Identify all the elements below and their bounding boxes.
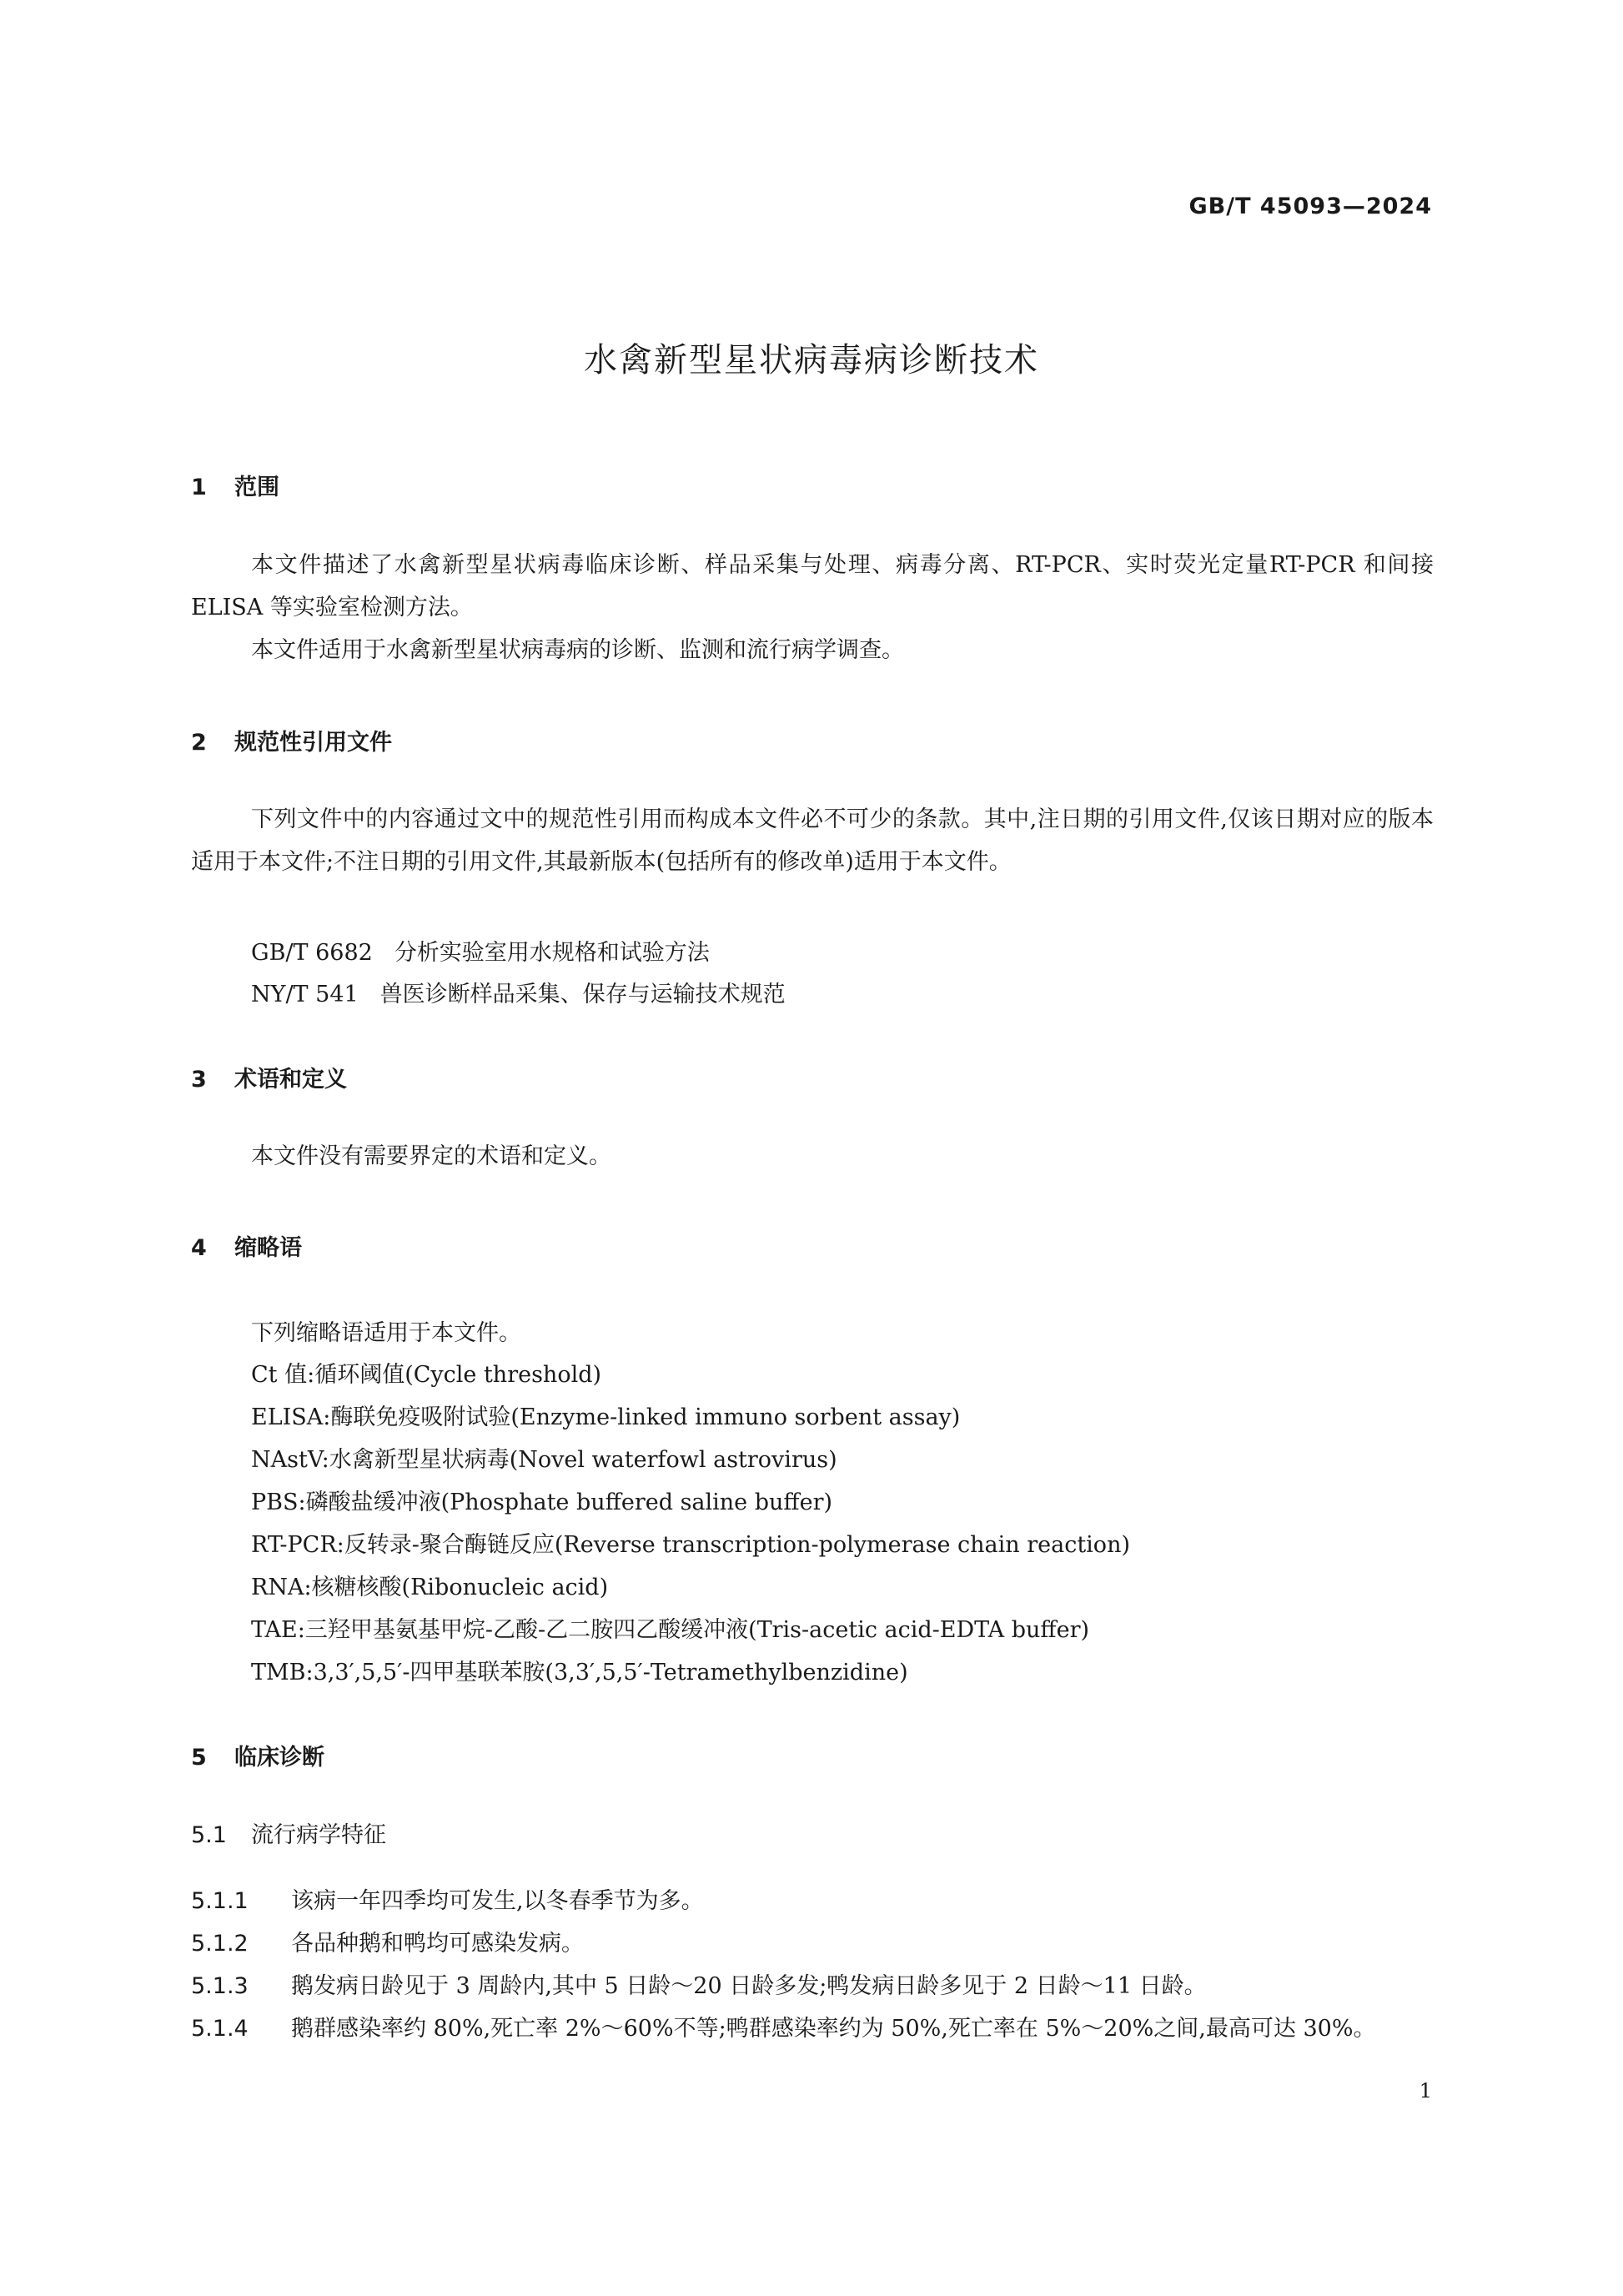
abbreviation-item: RNA:核糖核酸(Ribonucleic acid) — [251, 1575, 609, 1600]
reference-item — [251, 934, 710, 967]
section-number: 2 — [191, 730, 207, 756]
section-number: 3 — [191, 1067, 207, 1093]
paragraph-terms: 本文件没有需要界定的术语和定义。 — [251, 1143, 611, 1169]
subsection-number: 5.1 — [191, 1822, 227, 1848]
section-title: 术语和定义 — [234, 1067, 347, 1093]
clause-5-1-1 — [191, 1880, 1434, 1922]
clause-number: 5.1.1 — [191, 1888, 249, 1914]
section-heading-3 — [191, 1061, 347, 1093]
clause-number: 5.1.2 — [191, 1931, 249, 1957]
section-title: 范围 — [234, 475, 279, 500]
abbreviation-item: ELISA:酶联免疫吸附试验(Enzyme-linked immuno sorbent assay) — [251, 1404, 961, 1430]
clause-text: 各品种鹅和鸭均可感染发病。 — [291, 1931, 584, 1957]
clause-text: 该病一年四季均可发生,以冬春季节为多。 — [291, 1888, 704, 1914]
section-number: 5 — [191, 1745, 207, 1771]
clause-5-1-4 — [191, 2007, 1434, 2050]
section-title: 缩略语 — [234, 1235, 302, 1261]
section-title: 规范性引用文件 — [234, 730, 392, 756]
page-number: 1 — [1419, 2079, 1432, 2103]
section-heading-2 — [191, 724, 392, 756]
section-number: 4 — [191, 1235, 207, 1261]
abbreviation-item: RT-PCR:反转录-聚合酶链反应(Reverse transcription-polymerase chain reaction) — [251, 1532, 1130, 1558]
abbreviation-item: TMB:3,3′,5,5′-四甲基联苯胺(3,3′,5,5′-Tetramethylbenzidine) — [251, 1660, 908, 1686]
reference-item — [251, 976, 786, 1008]
clause-number: 5.1.3 — [191, 1973, 249, 1999]
paragraph-scope-1: 本文件描述了水禽新型星状病毒临床诊断、样品采集与处理、病毒分离、RT-PCR、实时荧光定量RT-PCR 和间接 ELISA 等实验室检测方法。 — [191, 552, 1434, 620]
section-number: 1 — [191, 475, 207, 500]
paragraph-scope-2: 本文件适用于水禽新型星状病毒病的诊断、监测和流行病学调查。 — [251, 637, 904, 663]
clause-number: 5.1.4 — [191, 2016, 249, 2042]
abbreviation-item: NAstV:水禽新型星状病毒(Novel waterfowl astrovirus) — [251, 1447, 837, 1473]
reference-code: NY/T 541 — [251, 982, 359, 1007]
reference-code: GB/T 6682 — [251, 940, 373, 966]
abbreviations-intro: 下列缩略语适用于本文件。 — [251, 1320, 521, 1346]
abbreviation-item: TAE:三羟甲基氨基甲烷-乙酸-乙二胺四乙酸缓冲液(Tris-acetic acid-EDTA buffer) — [251, 1617, 1090, 1643]
section-title: 临床诊断 — [234, 1745, 324, 1771]
clause-text: 鹅群感染率约 80%,死亡率 2%～60%不等;鸭群感染率约为 50%,死亡率在 5%～20%之间,最高可达 30%。 — [291, 2016, 1376, 2042]
section-heading-5 — [191, 1739, 324, 1771]
section-heading-4 — [191, 1229, 302, 1262]
clause-5-1-2 — [191, 1922, 1434, 1965]
clause-5-1-3 — [191, 1965, 1434, 2007]
reference-title: 兽医诊断样品采集、保存与运输技术规范 — [379, 982, 786, 1007]
abbreviation-item: PBS:磷酸盐缓冲液(Phosphate buffered saline buffer) — [251, 1490, 833, 1515]
subsection-heading-5-1 — [191, 1816, 386, 1849]
standard-number: GB/T 45093—2024 — [1188, 193, 1432, 219]
subsection-title: 流行病学特征 — [251, 1822, 386, 1848]
document-title: 水禽新型星状病毒病诊断技术 — [584, 341, 1039, 379]
section-heading-1 — [191, 469, 279, 501]
abbreviation-item: Ct 值:循环阈值(Cycle threshold) — [251, 1362, 602, 1388]
reference-title: 分析实验室用水规格和试验方法 — [394, 940, 710, 966]
paragraph-normative-refs: 下列文件中的内容通过文中的规范性引用而构成本文件必不可少的条款。其中,注日期的引用文件,仅该日期对应的版本适用于本文件;不注日期的引用文件,其最新版本(包括所有的修改单)适用于本文件。 — [191, 806, 1434, 875]
clause-text: 鹅发病日龄见于 3 周龄内,其中 5 日龄～20 日龄多发;鸭发病日龄多见于 2 日龄～11 日龄。 — [291, 1973, 1207, 1999]
